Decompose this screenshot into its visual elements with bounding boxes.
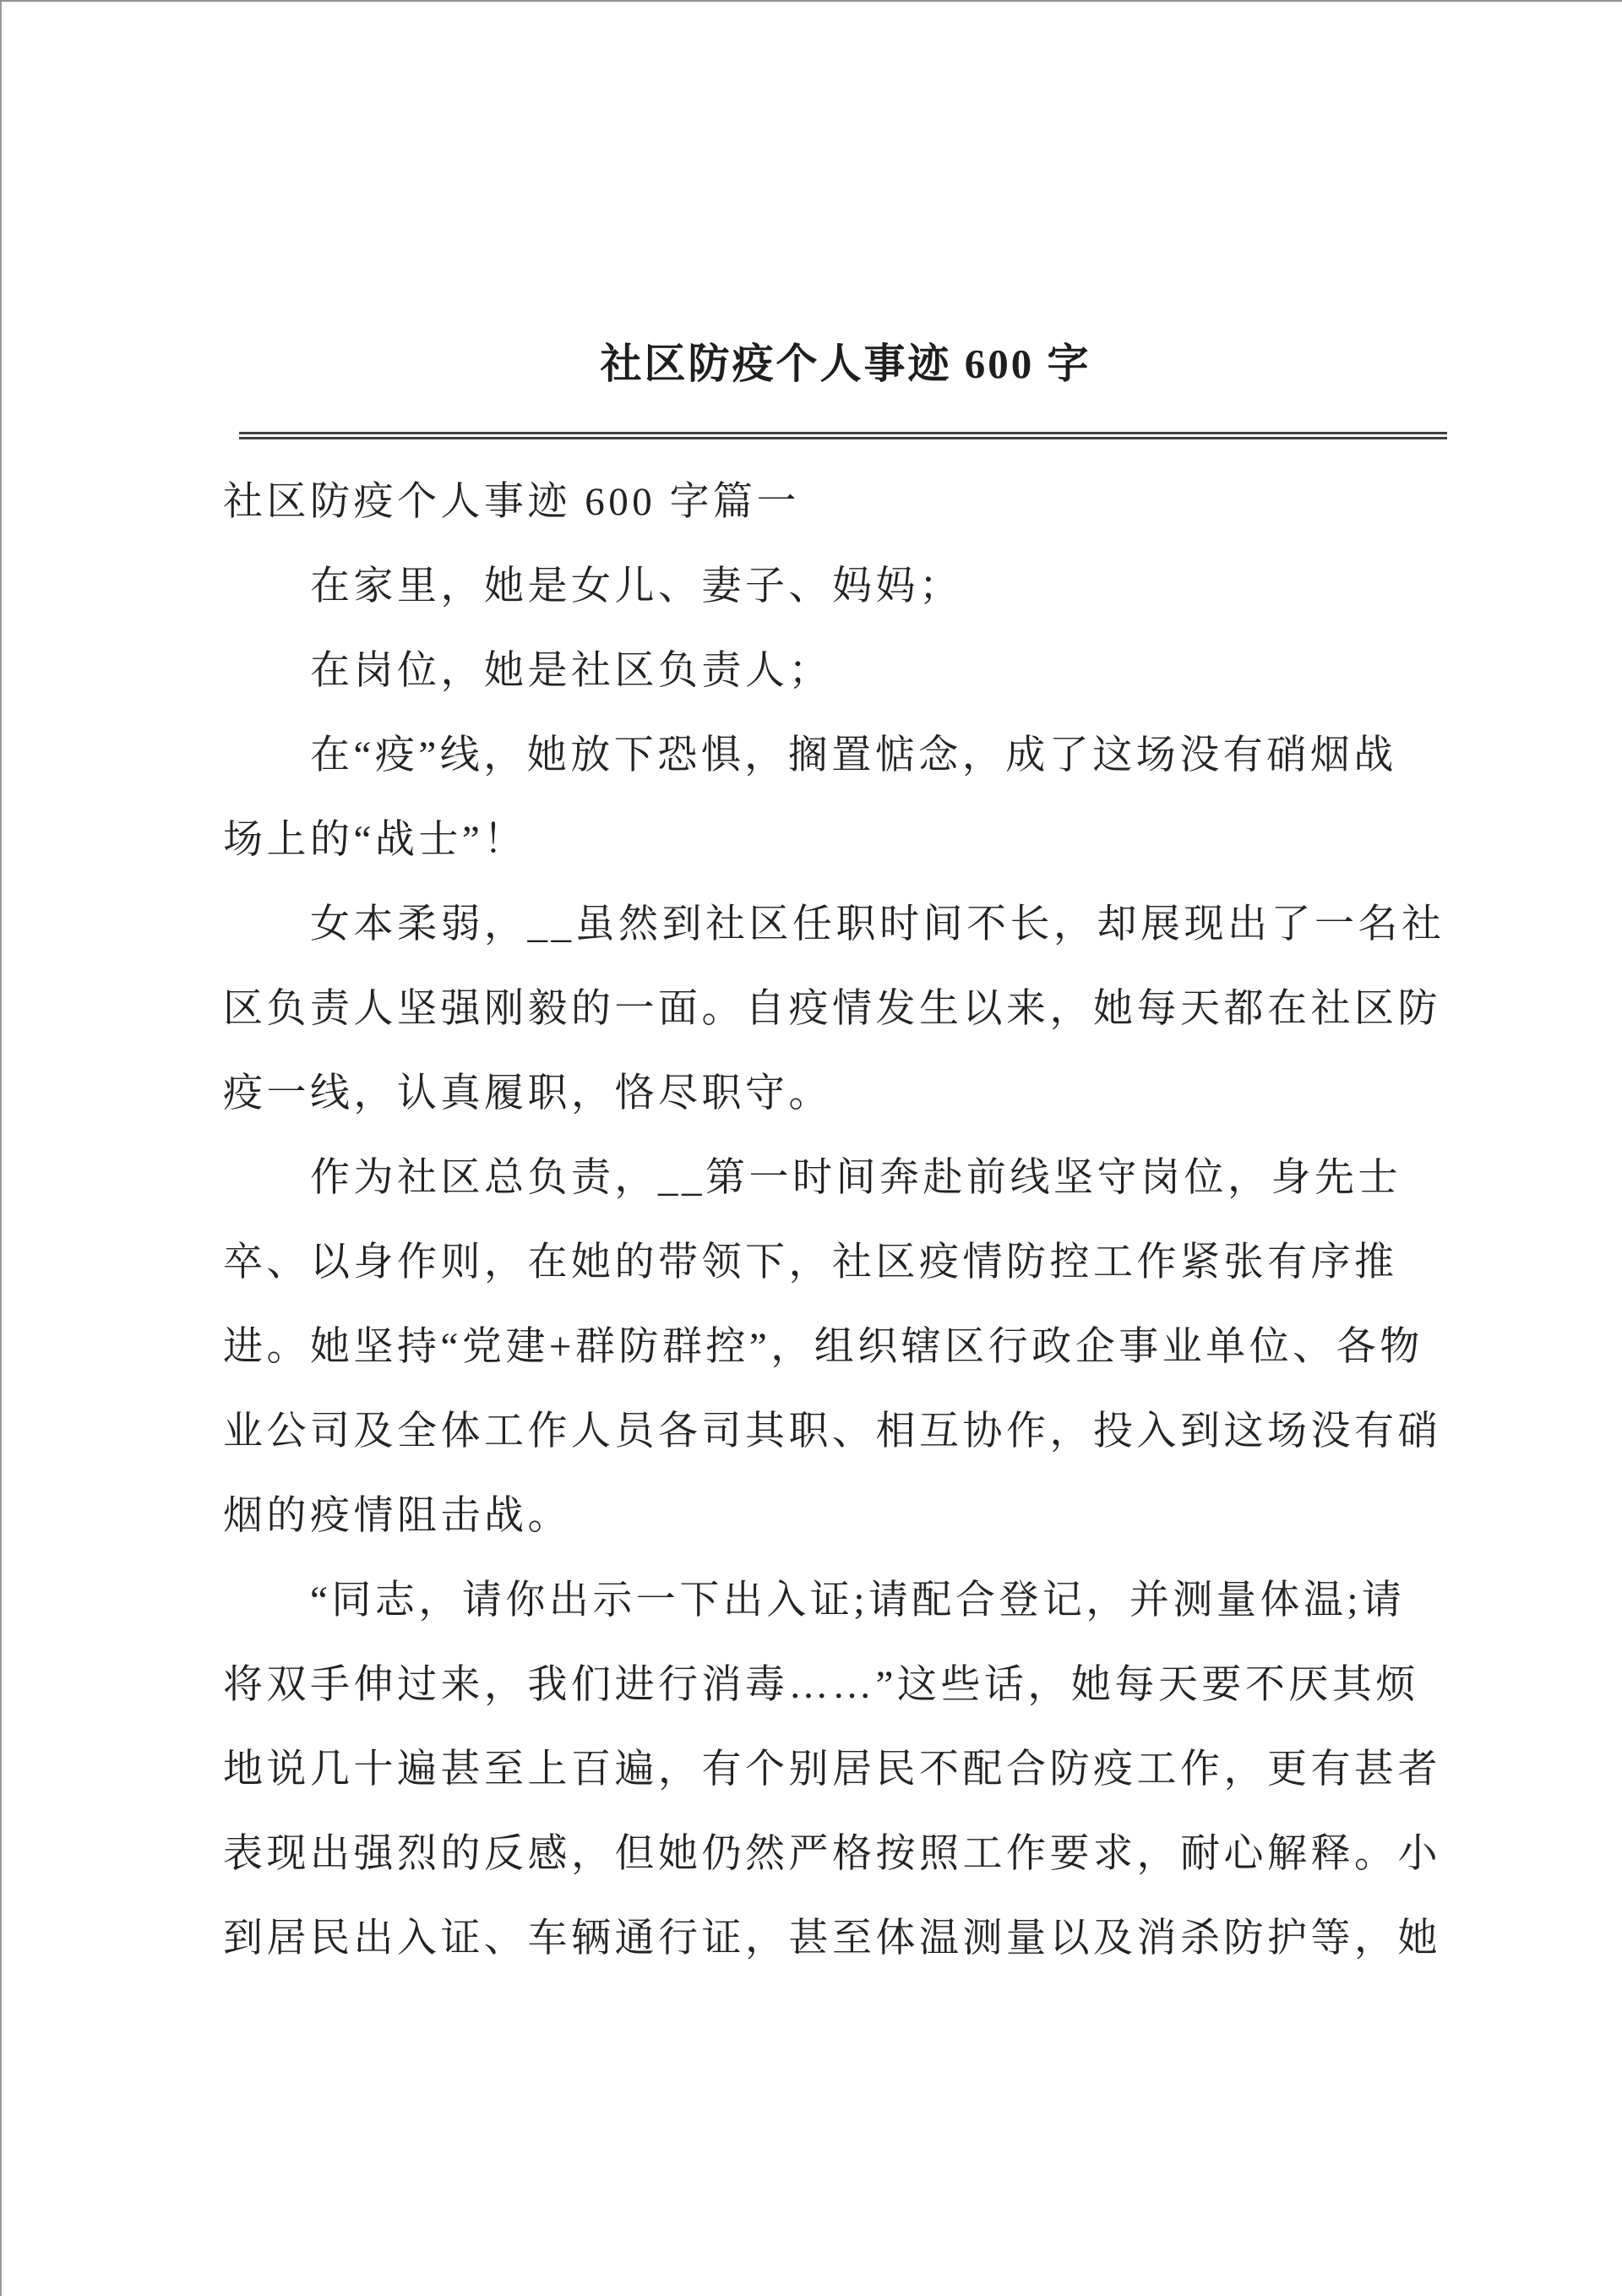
body-line: 疫一线，认真履职，恪尽职守。 xyxy=(223,1072,832,1115)
body-line: “同志，请你出示一下出入证;请配合登记，并测量体温;请 xyxy=(310,1579,1406,1622)
body-line: 进。她坚持“党建+群防群控”，组织辖区行政企事业单位、各物 xyxy=(223,1325,1423,1369)
body-line: 区负责人坚强刚毅的一面。自疫情发生以来，她每天都在社区防 xyxy=(223,987,1441,1031)
body-line: 在岗位，她是社区负责人； xyxy=(310,649,832,693)
body-line: 地说几十遍甚至上百遍，有个别居民不配合防疫工作，更有甚者 xyxy=(223,1748,1441,1792)
body-line: 表现出强烈的反感，但她仍然严格按照工作要求，耐心解释。小 xyxy=(223,1832,1441,1876)
body-line: 烟的疫情阻击战。 xyxy=(223,1494,571,1538)
body-line: 卒、以身作则，在她的带领下，社区疫情防控工作紧张有序推 xyxy=(223,1241,1398,1284)
body-line: 业公司及全体工作人员各司其职、相互协作，投入到这场没有硝 xyxy=(223,1410,1441,1453)
body-line: 社区防疫个人事迹 600 字篇一 xyxy=(223,480,800,524)
document-title: 社区防疫个人事迹 600 字 xyxy=(600,341,1091,387)
body-line: 在“疫”线，她放下恐惧，搁置惦念，成了这场没有硝烟战 xyxy=(310,734,1397,777)
body-line: 将双手伸过来，我们进行消毒……”这些话，她每天要不厌其烦 xyxy=(223,1663,1419,1707)
body-line: 女本柔弱，__虽然到社区任职时间不长，却展现出了一名社 xyxy=(310,903,1445,946)
body-line: 在家里，她是女儿、妻子、妈妈； xyxy=(310,564,963,608)
body-line: 到居民出入证、车辆通行证，甚至体温测量以及消杀防护等，她 xyxy=(223,1917,1441,1961)
body-line: 场上的“战士”！ xyxy=(223,818,527,862)
body-line: 作为社区总负责，__第一时间奔赴前线坚守岗位，身先士 xyxy=(310,1156,1402,1200)
title-divider xyxy=(239,432,1447,439)
document-body xyxy=(223,460,1478,1981)
